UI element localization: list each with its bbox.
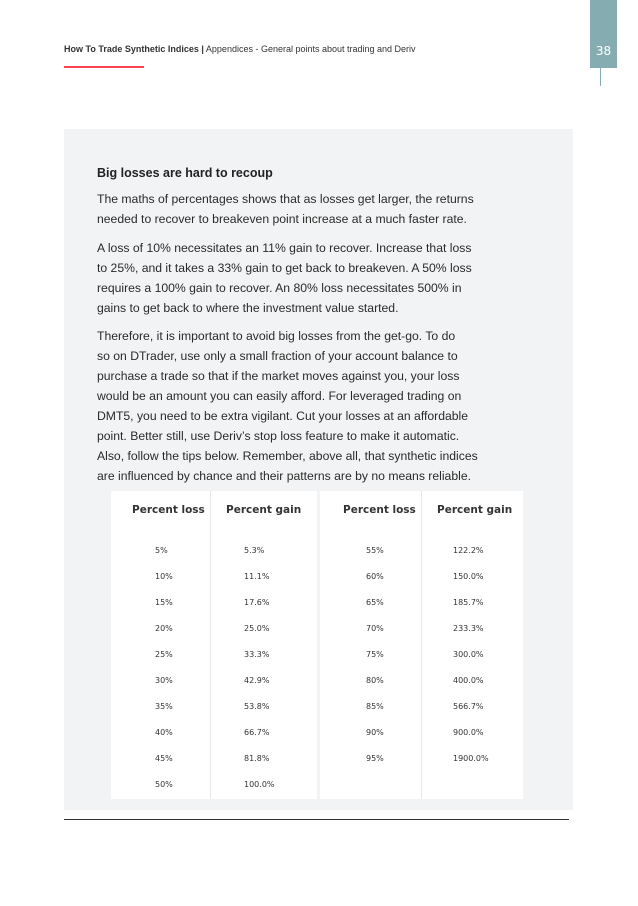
bottom-rule — [64, 819, 569, 820]
left-table-cell-gain: 25.0% — [244, 624, 270, 633]
right-table-cell-gain: 185.7% — [453, 598, 484, 607]
right-table-cell-gain: 900.0% — [453, 728, 484, 737]
right-table-cell-loss: 55% — [366, 546, 384, 555]
right-table-cell-gain: 400.0% — [453, 676, 484, 685]
section-heading: Big losses are hard to recoup — [97, 166, 273, 180]
right-table-cell-loss: 85% — [366, 702, 384, 711]
right-table-cell-loss: 70% — [366, 624, 384, 633]
right-table-cell-gain: 300.0% — [453, 650, 484, 659]
left-table-cell-loss: 5% — [155, 546, 168, 555]
header-separator: | — [201, 44, 204, 54]
left-table-cell-gain: 5.3% — [244, 546, 265, 555]
left-table-cell-loss: 30% — [155, 676, 173, 685]
right-table-cell-gain: 150.0% — [453, 572, 484, 581]
page-number: 38 — [595, 44, 612, 58]
section-title: Appendices - General points about trading and Deriv — [205, 44, 416, 54]
left-table-cell-loss: 35% — [155, 702, 173, 711]
left-table-cell-loss: 15% — [155, 598, 173, 607]
right-table-cell-gain: 566.7% — [453, 702, 484, 711]
book-title: How To Trade Synthetic Indices — [64, 44, 199, 54]
left-table-cell-gain: 53.8% — [244, 702, 270, 711]
loss-gain-table-left — [111, 491, 317, 799]
right-header-percent-gain: Percent gain — [437, 504, 513, 516]
right-table-cell-gain: 1900.0% — [453, 754, 489, 763]
left-table-cell-gain: 100.0% — [244, 780, 275, 789]
left-table-cell-gain: 42.9% — [244, 676, 270, 685]
left-header-percent-loss: Percent loss — [132, 504, 205, 516]
running-header — [64, 44, 416, 54]
left-table-cell-loss: 25% — [155, 650, 173, 659]
table-right-column-divider — [421, 491, 422, 799]
paragraph-1: The maths of percentages shows that as losses get larger, the returns needed to recover to breakeven point increase at a much faster rate. — [97, 192, 474, 226]
right-table-cell-loss: 60% — [366, 572, 384, 581]
right-table-cell-loss: 80% — [366, 676, 384, 685]
right-table-cell-gain: 122.2% — [453, 546, 484, 555]
paragraph-2: A loss of 10% necessitates an 11% gain to recover. Increase that loss to 25%, and it takes a 33% gain to get back to breakeven. A 50% loss requires a 100% gain to recover. An 80% loss necessitates 500% in gains to get back to where the investment value started. — [97, 241, 472, 315]
left-table-cell-loss: 40% — [155, 728, 173, 737]
left-table-cell-loss: 10% — [155, 572, 173, 581]
left-table-cell-loss: 50% — [155, 780, 173, 789]
header-accent-line — [64, 66, 144, 68]
left-table-cell-gain: 11.1% — [244, 572, 270, 581]
left-table-cell-gain: 66.7% — [244, 728, 270, 737]
left-table-cell-loss: 20% — [155, 624, 173, 633]
page-number-tab-line — [600, 68, 601, 86]
right-table-cell-loss: 75% — [366, 650, 384, 659]
left-table-cell-gain: 81.8% — [244, 754, 270, 763]
right-table-cell-loss: 90% — [366, 728, 384, 737]
table-left-column-divider — [210, 491, 211, 799]
paragraph-3: Therefore, it is important to avoid big losses from the get-go. To do so on DTrader, use only a small fraction of your account balance to purchase a trade so that if the market moves against you, your loss would be an amount you can easily afford. For leveraged trading on DMT5, you need to be extra vigilant. Cut your losses at an affordable point. Better still, use Deriv’s stop loss feature to make it automatic. Also, follow the tips below. Remember, above all, that synthetic indices are influenced by chance and their patterns are by no means reliable. — [97, 329, 478, 483]
left-table-cell-loss: 45% — [155, 754, 173, 763]
right-table-cell-loss: 95% — [366, 754, 384, 763]
right-table-cell-gain: 233.3% — [453, 624, 484, 633]
left-table-cell-gain: 17.6% — [244, 598, 270, 607]
left-header-percent-gain: Percent gain — [226, 504, 302, 516]
right-table-cell-loss: 65% — [366, 598, 384, 607]
left-table-cell-gain: 33.3% — [244, 650, 270, 659]
right-header-percent-loss: Percent loss — [343, 504, 416, 516]
